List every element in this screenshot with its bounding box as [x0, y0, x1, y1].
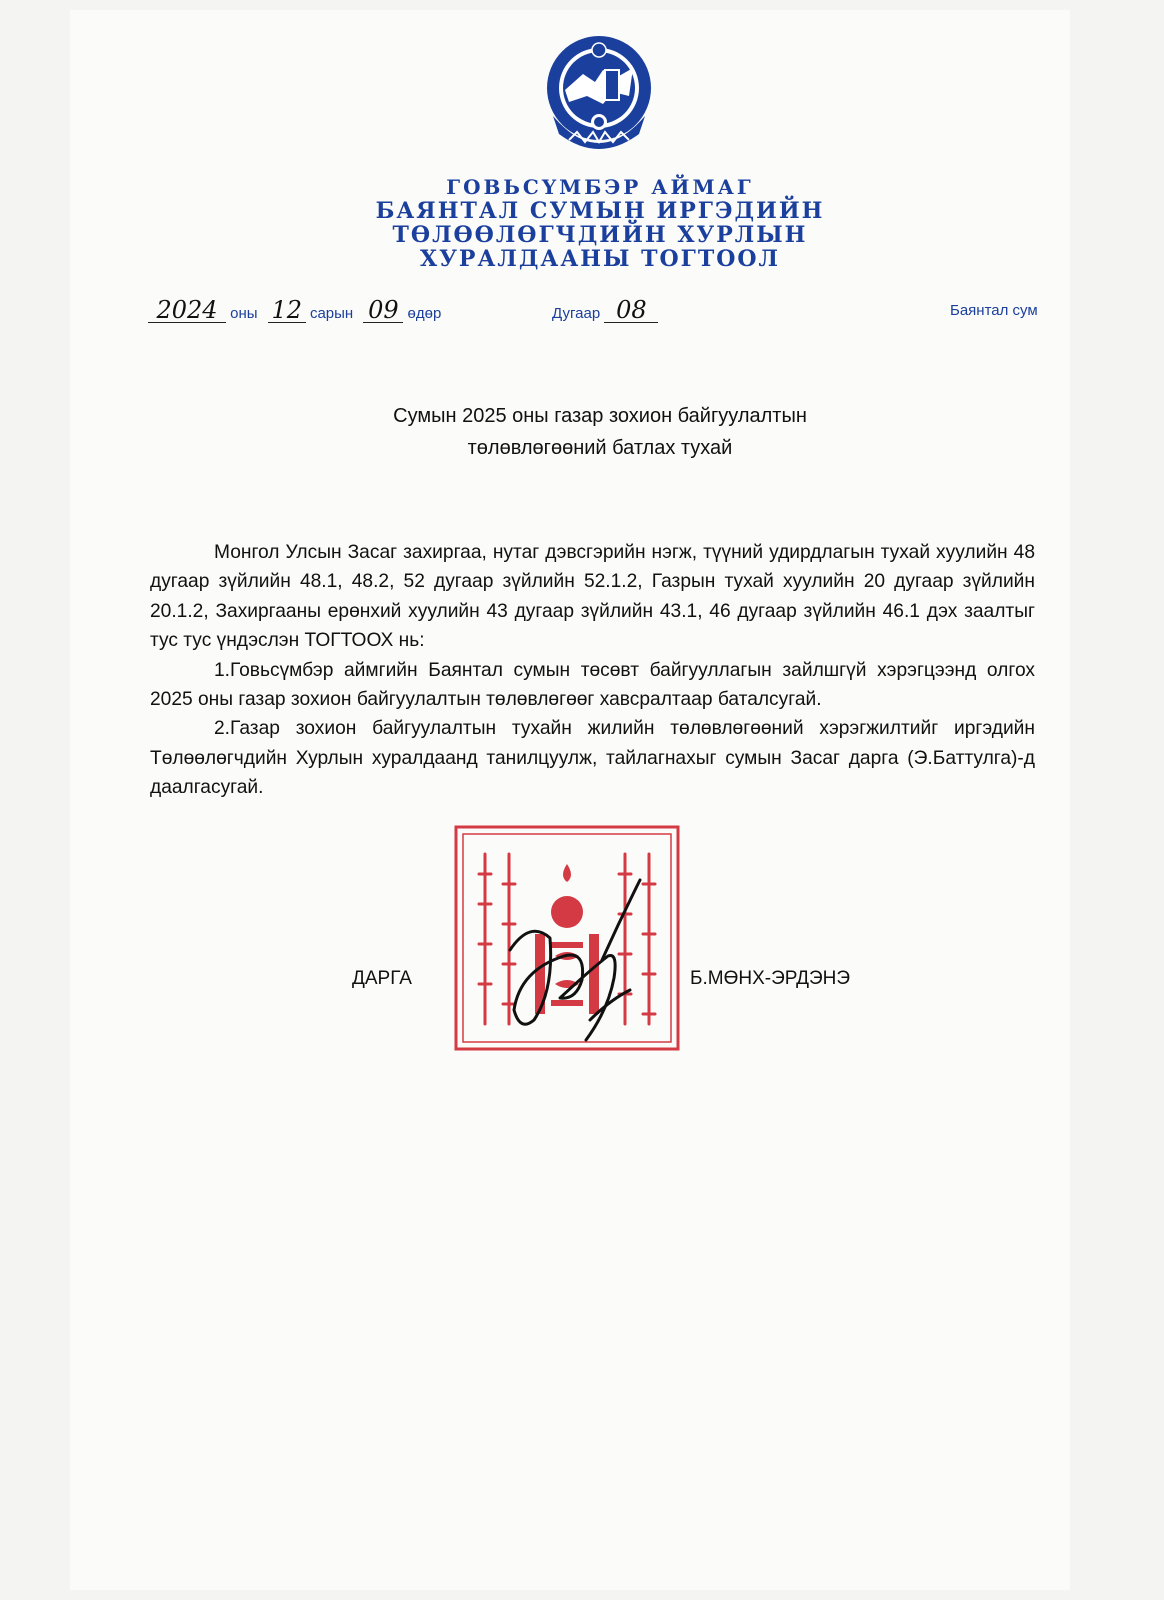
organization-heading [300, 175, 900, 271]
date-month-suffix: сарын [309, 305, 354, 322]
number-field [552, 298, 658, 323]
date-field [148, 298, 441, 323]
signer-name: Б.МӨНХ-ЭРДЭНЭ [690, 968, 851, 989]
body-paragraph-1: 1.Говьсүмбэр аймгийн Баянтал сумын төсөвт байгууллагын зайлшгүй хэрэгцээнд олгох 2025 оны газар зохион байгуулалтын төлөвлөгөөг хавсралтаар баталсугай. [150, 659, 1035, 711]
place-label: Баянтал сум [950, 302, 1038, 319]
signer-title: ДАРГА [352, 968, 412, 989]
body-paragraph-basis: Монгол Улсын Засаг захиргаа, нутаг дэвсгэрийн нэгж, түүний удирдлагын тухай хуулийн 48 дугаар зүйлийн 48.1, 48.2, 52 дугаар зүйлийн 52.1.2, Газрын тухай хуулийн 20 дугаар зүйлийн 20.1.2, Захиргааны ерөнхий хуулийн 43 дугаар зүйлийн 43.1, 46 дугаар зүйлийн 46.1 дэх заалтыг тус тус үндэслэн ТОГТООХ нь: [150, 542, 1035, 652]
org-line-togtool: ХУРАЛДААНЫ ТОГТООЛ [420, 246, 780, 272]
number-value: 08 [604, 298, 658, 323]
org-line-aimag: ГОВЬСҮМБЭР АЙМАГ [446, 175, 754, 199]
date-day: 09 [363, 298, 403, 323]
state-emblem-icon [543, 30, 655, 158]
subject-line-2: төлөвлөгөөний батлах тухай [467, 437, 733, 459]
handwritten-signature [490, 860, 670, 1060]
org-line-sum: БАЯНТАЛ СУМЫН ИРГЭДИЙН [375, 198, 825, 224]
document-subject [290, 400, 910, 464]
date-month: 12 [268, 298, 306, 323]
subject-line-1: Сумын 2025 оны газар зохион байгуулалтын [393, 405, 807, 427]
document-body [150, 538, 1035, 803]
number-label: Дугаар [552, 305, 601, 322]
org-line-hural: ТӨЛӨӨЛӨГЧДИЙН ХУРЛЫН [392, 222, 808, 248]
date-day-suffix: өдөр [407, 305, 442, 322]
body-paragraph-2: 2.Газар зохион байгуулалтын тухайн жилийн төлөвлөгөөний хэрэгжилтийг иргэдийн Төлөөлөгчдийн Хурлын хуралдаанд танилцуулж, тайлагнахыг сумын Засаг дарга (Э.Баттулга)-д даалгасугай. [150, 718, 1035, 799]
date-year-suffix: оны [230, 305, 258, 322]
date-year: 2024 [148, 298, 226, 323]
